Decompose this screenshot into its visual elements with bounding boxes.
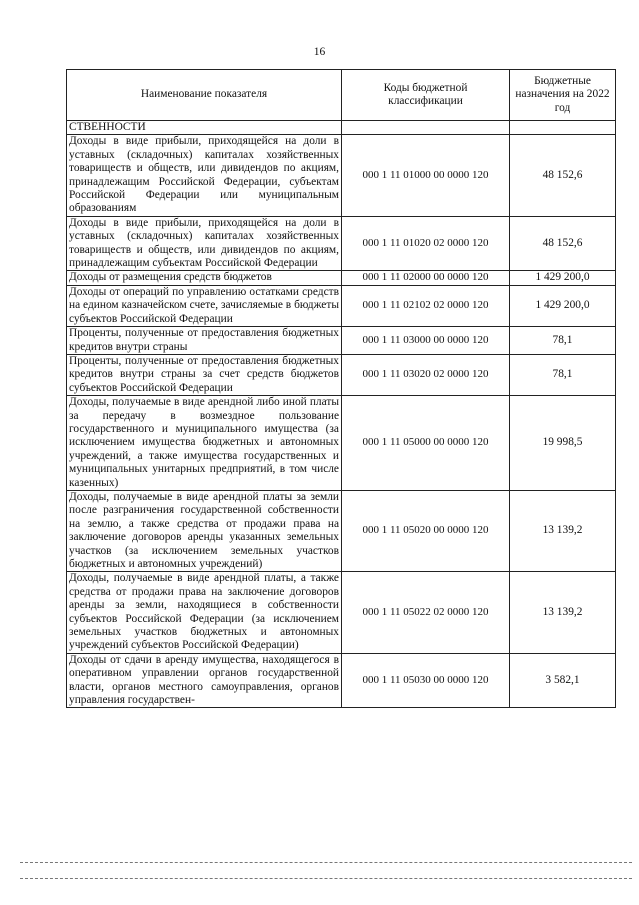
row-code: 000 1 11 02102 02 0000 120 xyxy=(342,285,510,326)
row-name: Доходы, получаемые в виде арендной платы, а также средства от продажи права на заключение договоров аренды за земли, находящиеся в собственности субъектов Российской Федерации (за исключением земельных участков бюджетных и автономных учреждений субъектов Российской Федерации) xyxy=(67,572,342,653)
scan-cut-line-top xyxy=(20,862,632,863)
row-code: 000 1 11 03020 02 0000 120 xyxy=(342,354,510,395)
row-name: Доходы от сдачи в аренду имущества, находящегося в оперативном управлении органов государственной власти, органов местного самоуправления, органов управления государствен- xyxy=(67,653,342,708)
row-code: 000 1 11 05020 00 0000 120 xyxy=(342,490,510,571)
table-row xyxy=(67,285,616,326)
table-header-row xyxy=(67,70,616,121)
row-code: 000 1 11 05022 02 0000 120 xyxy=(342,572,510,653)
row-code: 000 1 11 05000 00 0000 120 xyxy=(342,396,510,491)
row-code: 000 1 11 02000 00 0000 120 xyxy=(342,271,510,285)
budget-table xyxy=(66,69,616,708)
row-value: 19 998,5 xyxy=(510,396,616,491)
table-row xyxy=(67,216,616,271)
table-row xyxy=(67,327,616,355)
table-row xyxy=(67,271,616,285)
row-name: Доходы, получаемые в виде арендной платы за земли после разграничения государственной собственности на землю, а также средства от продажи права на заключение договоров аренды указанных земельных участков (за исключением земельных участков бюджетных и автономных учреждений) xyxy=(67,490,342,571)
row-code: 000 1 11 03000 00 0000 120 xyxy=(342,327,510,355)
row-value: 78,1 xyxy=(510,354,616,395)
row-name: Проценты, полученные от предоставления бюджетных кредитов внутри страны xyxy=(67,327,342,355)
header-budget-codes: Коды бюджетной классификации xyxy=(342,70,510,121)
row-value: 1 429 200,0 xyxy=(510,271,616,285)
table-row xyxy=(67,653,616,708)
section-title: СТВЕННОСТИ xyxy=(67,121,342,135)
table-row xyxy=(67,396,616,491)
row-code: 000 1 11 01000 00 0000 120 xyxy=(342,135,510,216)
table-row xyxy=(67,572,616,653)
row-value: 1 429 200,0 xyxy=(510,285,616,326)
row-name: Доходы в виде прибыли, приходящейся на доли в уставных (складочных) капиталах хозяйственных товариществ и обществ, или дивидендов по акциям, принадлежащим Российской Федерации, субъектам Российской Федерации или муниципальным образованиям xyxy=(67,135,342,216)
row-value: 13 139,2 xyxy=(510,490,616,571)
header-budget-amount: Бюджетные назначения на 2022 год xyxy=(510,70,616,121)
table-row xyxy=(67,135,616,216)
section-row xyxy=(67,121,616,135)
scan-cut-line-bottom xyxy=(20,878,632,879)
section-value-empty xyxy=(510,121,616,135)
row-name: Доходы от операций по управлению остатками средств на едином казначейском счете, зачисляемые в бюджеты субъектов Российской Федерации xyxy=(67,285,342,326)
row-code: 000 1 11 01020 02 0000 120 xyxy=(342,216,510,271)
row-value: 78,1 xyxy=(510,327,616,355)
row-value: 48 152,6 xyxy=(510,216,616,271)
row-value: 13 139,2 xyxy=(510,572,616,653)
header-indicator-name: Наименование показателя xyxy=(67,70,342,121)
row-name: Доходы от размещения средств бюджетов xyxy=(67,271,342,285)
row-value: 3 582,1 xyxy=(510,653,616,708)
section-code-empty xyxy=(342,121,510,135)
row-name: Доходы, получаемые в виде арендной либо иной платы за передачу в возмездное пользование государственного и муниципального имущества (за исключением имущества бюджетных и автономных учреждений, а также имущества государственных и муниципальных унитарных предприятий, в том числе казенных) xyxy=(67,396,342,491)
table-row xyxy=(67,354,616,395)
page-number: 16 xyxy=(313,46,326,58)
row-name: Проценты, полученные от предоставления бюджетных кредитов внутри страны за счет средств бюджетов субъектов Российской Федерации xyxy=(67,354,342,395)
row-value: 48 152,6 xyxy=(510,135,616,216)
row-name: Доходы в виде прибыли, приходящейся на доли в уставных (складочных) капиталах хозяйственных товариществ и обществ, или дивидендов по акциям, принадлежащим субъектам Российской Федерации xyxy=(67,216,342,271)
row-code: 000 1 11 05030 00 0000 120 xyxy=(342,653,510,708)
table-row xyxy=(67,490,616,571)
